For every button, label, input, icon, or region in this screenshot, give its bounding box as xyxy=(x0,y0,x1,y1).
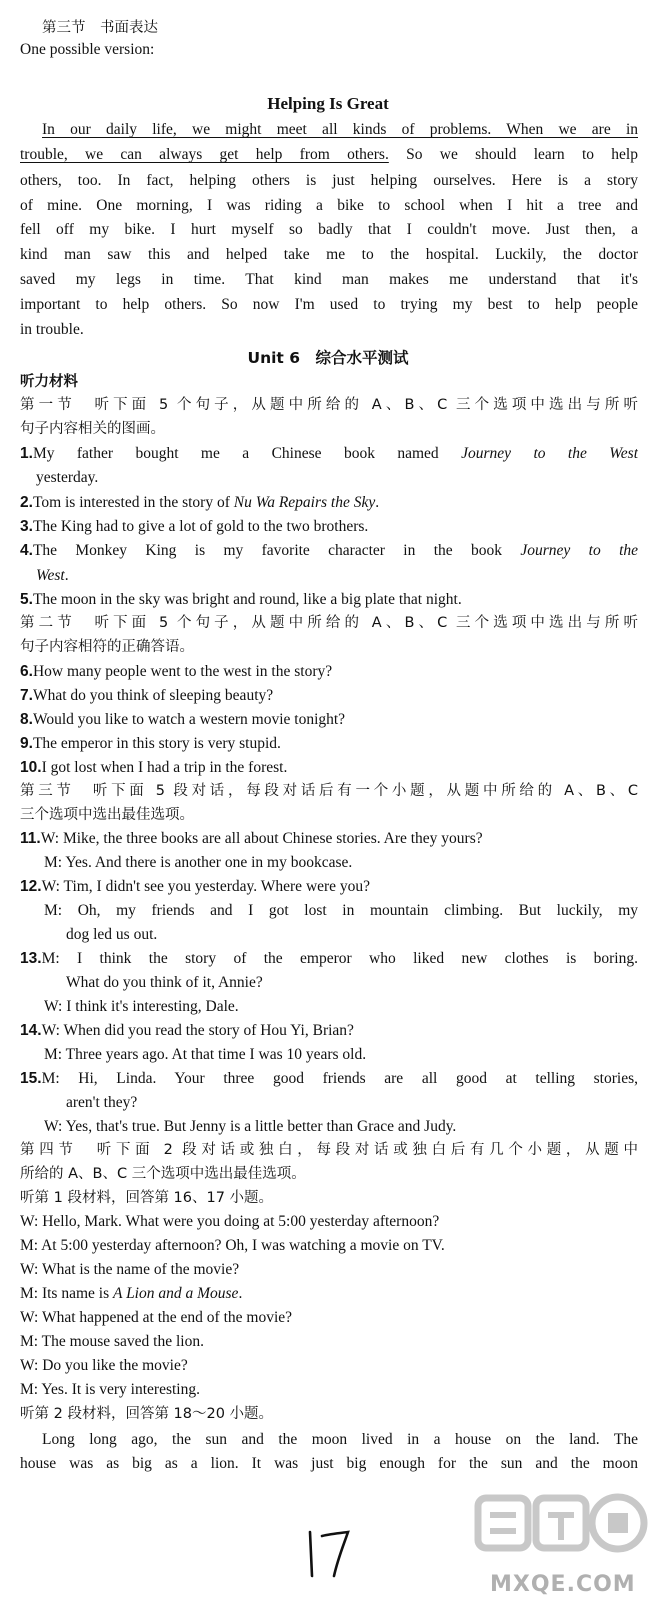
dialogue-line: M: Its name is A Lion and a Mouse. xyxy=(20,1285,243,1302)
dialogue-line: M: The mouse saved the lion. xyxy=(20,1333,204,1350)
question-5: 5.The moon in the sky was bright and round, like a big plate that night. xyxy=(20,591,462,608)
passage-line: house was as big as a lion. It was just big enough for the sun and the moon xyxy=(20,1455,638,1472)
part2-instruction: 第二节 听下面 5 个句子，从题中所给的 A、B、C 三个选项中选出与所听 xyxy=(20,615,638,631)
question-4: 4.The Monkey King is my favorite character in the book Journey to the xyxy=(20,542,638,559)
dialogue-line: W: What is the name of the movie? xyxy=(20,1261,240,1278)
question-14: 14.W: When did you read the story of Hou Yi, Brian? xyxy=(20,1022,354,1039)
part2-instruction-cont: 句子内容相符的正确答语。 xyxy=(20,639,194,655)
question-12: 12.W: Tim, I didn't see you yesterday. Where were you? xyxy=(20,878,371,895)
material2-heading: 听第 2 段材料，回答第 18～20 小题。 xyxy=(20,1406,274,1422)
question-4-cont: West. xyxy=(36,567,69,584)
essay-line: of mine. One morning, I was riding a bike to school when I hit a tree and xyxy=(20,197,638,214)
question-10: 10.I got lost when I had a trip in the forest. xyxy=(20,759,288,776)
material1-heading: 听第 1 段材料，回答第 16、17 小题。 xyxy=(20,1190,274,1206)
page-number xyxy=(300,1526,360,1582)
question-11: 11.W: Mike, the three books are all about Chinese stories. Are they yours? xyxy=(20,830,483,847)
question-2: 2.Tom is interested in the story of Nu Wa Repairs the Sky. xyxy=(20,494,380,511)
possible-version-label: One possible version: xyxy=(20,41,155,58)
dialogue-line: W: Do you like the movie? xyxy=(20,1357,188,1374)
question-13-cont: What do you think of it, Annie? xyxy=(66,974,263,991)
dialogue-line: M: At 5:00 yesterday afternoon? Oh, I was watching a movie on TV. xyxy=(20,1237,445,1254)
part1-instruction-cont: 句子内容相关的图画。 xyxy=(20,421,165,437)
question-1-cont: yesterday. xyxy=(36,469,99,486)
essay-line: In our daily life, we might meet all kinds of problems. When we are in xyxy=(42,121,638,138)
part4-instruction-cont: 所给的 A、B、C 三个选项中选出最佳选项。 xyxy=(20,1166,306,1182)
question-13: 13.M: I think the story of the emperor who liked new clothes is boring. xyxy=(20,950,638,967)
question-14-reply: M: Three years ago. At that time I was 10 years old. xyxy=(44,1046,367,1063)
question-1: 1.My father bought me a Chinese book named Journey to the West xyxy=(20,445,638,462)
part3-instruction: 第三节 听下面 5 段对话，每段对话后有一个小题，从题中所给的 A、B、C xyxy=(20,783,638,799)
question-9: 9.The emperor in this story is very stupid. xyxy=(20,735,281,752)
essay-line: fell off my bike. I hurt myself so badly that I couldn't move. Just then, a xyxy=(20,221,638,238)
question-6: 6.How many people went to the west in the story? xyxy=(20,663,333,680)
question-3: 3.The King had to give a lot of gold to the two brothers. xyxy=(20,518,369,535)
unit-title: Unit 6 综合水平测试 xyxy=(247,349,409,367)
essay-line: kind man saw this and helped take me to the hospital. Luckily, the doctor xyxy=(20,246,638,263)
passage-line: Long long ago, the sun and the moon lived in a house on the land. The xyxy=(42,1431,638,1448)
dialogue-line: W: Hello, Mark. What were you doing at 5:00 yesterday afternoon? xyxy=(20,1213,440,1230)
essay-line: important to help others. So now I'm used to trying my best to help people xyxy=(20,296,638,313)
essay-line: saved my legs in time. That kind man makes me understand that it's xyxy=(20,271,638,288)
section-heading-writing: 第三节 书面表达 xyxy=(42,20,158,36)
essay-line: others, too. In fact, helping others is just helping ourselves. Here is a story xyxy=(20,172,638,189)
question-11-reply: M: Yes. And there is another one in my bookcase. xyxy=(44,854,353,871)
part4-instruction: 第四节 听下面 2 段对话或独白，每段对话或独白后有几个小题，从题中 xyxy=(20,1142,638,1158)
question-8: 8.Would you like to watch a western movie tonight? xyxy=(20,711,346,728)
essay-title: Helping Is Great xyxy=(267,94,389,113)
dialogue-line: M: Yes. It is very interesting. xyxy=(20,1381,200,1398)
watermark-text: MXQE.COM xyxy=(490,1572,636,1597)
question-15-reply: W: Yes, that's true. But Jenny is a little better than Grace and Judy. xyxy=(44,1118,457,1135)
essay-line: in trouble. xyxy=(20,321,84,338)
dialogue-line: W: What happened at the end of the movie? xyxy=(20,1309,293,1326)
question-12-reply-cont: dog led us out. xyxy=(66,926,158,943)
question-15-cont: aren't they? xyxy=(66,1094,138,1111)
listening-heading: 听力材料 xyxy=(20,374,78,390)
part1-instruction: 第一节 听下面 5 个句子，从题中所给的 A、B、C 三个选项中选出与所听 xyxy=(20,397,638,413)
essay-line: trouble, we can always get help from others. So we should learn to help xyxy=(20,146,638,163)
question-12-reply: M: Oh, my friends and I got lost in mountain climbing. But luckily, my xyxy=(44,902,638,919)
question-7: 7.What do you think of sleeping beauty? xyxy=(20,687,274,704)
part3-instruction-cont: 三个选项中选出最佳选项。 xyxy=(20,807,194,823)
question-15: 15.M: Hi, Linda. Your three good friends are all good at telling stories, xyxy=(20,1070,638,1087)
question-13-reply: W: I think it's interesting, Dale. xyxy=(44,998,239,1015)
